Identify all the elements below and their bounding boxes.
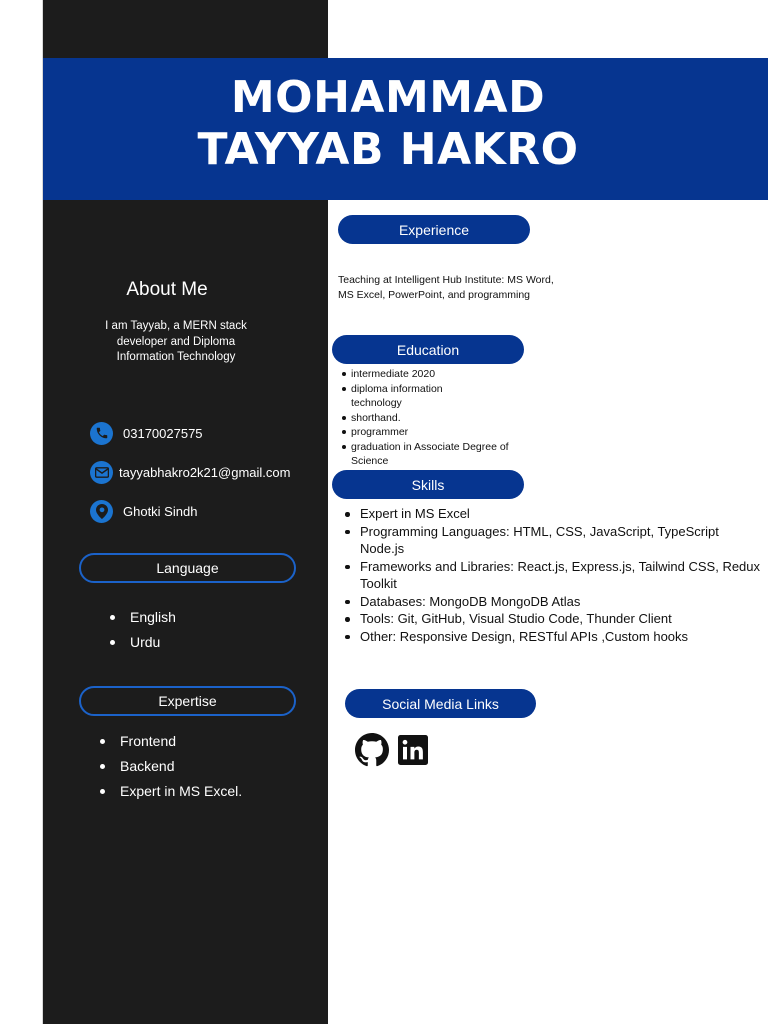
expertise-heading: Expertise bbox=[79, 686, 296, 716]
page-margin bbox=[0, 0, 43, 1024]
list-item: shorthand. bbox=[340, 411, 550, 426]
list-item: Tools: Git, GitHub, Visual Studio Code, Thunder Client bbox=[342, 610, 766, 628]
phone-number: 03170027575 bbox=[123, 425, 203, 441]
github-icon[interactable] bbox=[355, 733, 389, 767]
location-pin-icon bbox=[90, 500, 113, 523]
education-list bbox=[340, 367, 550, 469]
list-item: programmer bbox=[340, 425, 550, 440]
skills-heading: Skills bbox=[332, 470, 524, 499]
list-item: Databases: MongoDB MongoDB Atlas bbox=[342, 593, 766, 611]
skills-list bbox=[342, 505, 766, 645]
list-item: graduation in Associate Degree of Science bbox=[340, 440, 541, 469]
education-heading: Education bbox=[332, 335, 524, 364]
list-item: intermediate 2020 bbox=[340, 367, 550, 382]
name-first-line: MOHAMMAD bbox=[230, 72, 546, 123]
list-item: English bbox=[110, 605, 176, 630]
contact-phone bbox=[90, 421, 203, 445]
list-item: diploma information technology bbox=[340, 382, 479, 411]
list-item: Other: Responsive Design, RESTful APIs ,Custom hooks bbox=[342, 628, 766, 646]
list-item: Backend bbox=[100, 754, 242, 779]
location-text: Ghotki Sindh bbox=[123, 503, 198, 519]
language-list bbox=[110, 605, 176, 655]
list-item: Urdu bbox=[110, 630, 176, 655]
contact-email bbox=[90, 460, 290, 484]
list-item: Frameworks and Libraries: React.js, Express.js, Tailwind CSS, Redux Toolkit bbox=[342, 558, 766, 593]
phone-icon bbox=[90, 422, 113, 445]
contact-location bbox=[90, 499, 197, 523]
about-title: About Me bbox=[126, 279, 208, 300]
about-text: I am Tayyab, a MERN stack developer and Diploma Information Technology bbox=[105, 320, 247, 363]
email-address: tayyabhakro2k21@gmail.com bbox=[119, 464, 291, 480]
name-second-line: TAYYAB HAKRO bbox=[197, 124, 579, 175]
list-item: Expert in MS Excel bbox=[342, 505, 766, 523]
expertise-list bbox=[100, 729, 242, 804]
linkedin-icon[interactable] bbox=[398, 735, 428, 765]
list-item: Expert in MS Excel. bbox=[100, 779, 242, 804]
social-media-heading: Social Media Links bbox=[345, 689, 536, 718]
mail-icon bbox=[90, 461, 113, 484]
experience-text: Teaching at Intelligent Hub Institute: MS Word, MS Excel, PowerPoint, and programming bbox=[338, 274, 554, 301]
language-heading: Language bbox=[79, 553, 296, 583]
list-item: Frontend bbox=[100, 729, 242, 754]
list-item: Programming Languages: HTML, CSS, JavaScript, TypeScript Node.js bbox=[342, 523, 766, 558]
experience-heading: Experience bbox=[338, 215, 530, 244]
